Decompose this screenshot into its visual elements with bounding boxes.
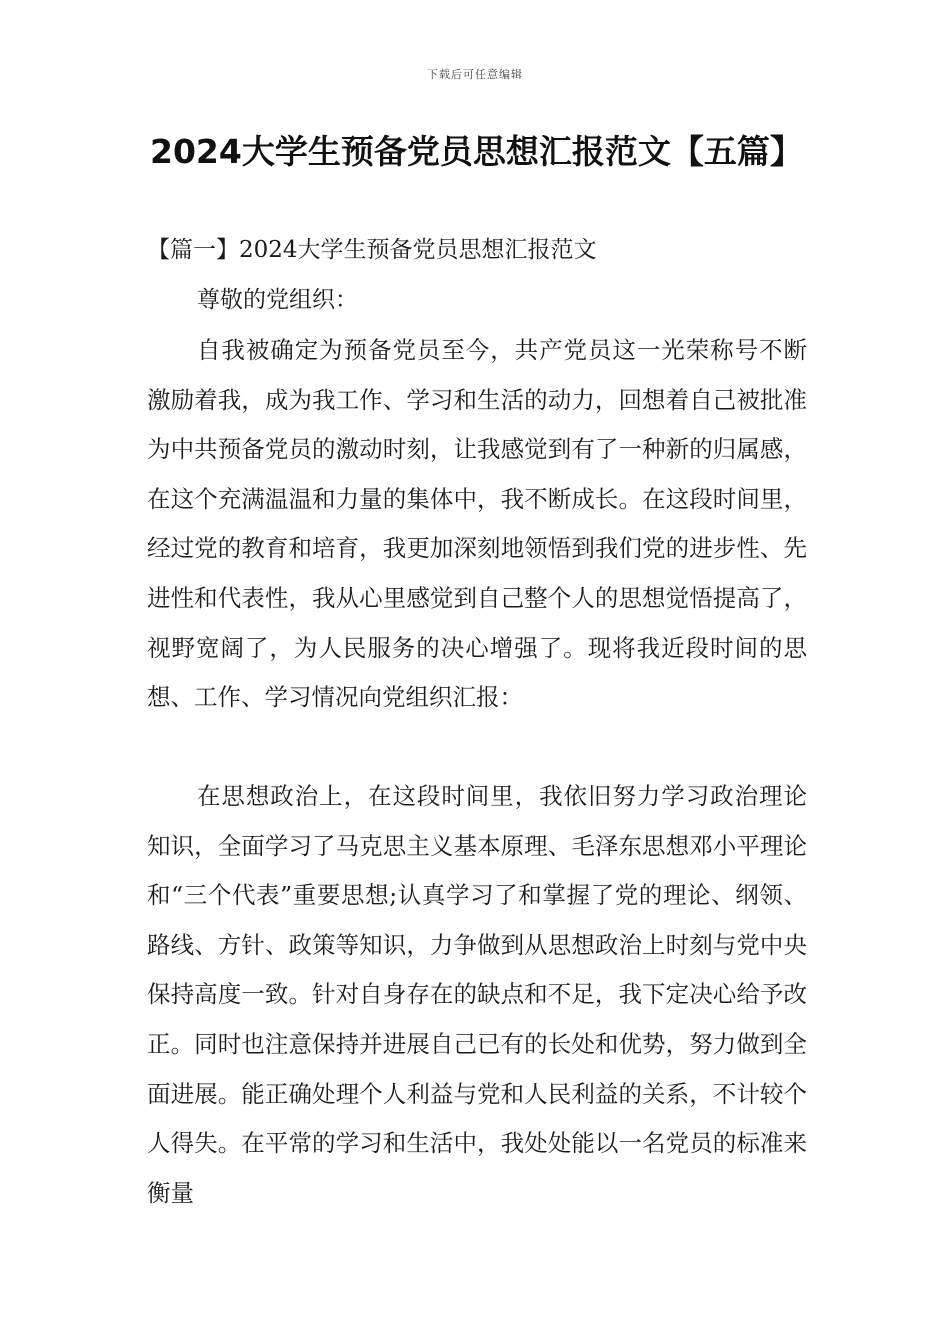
header-note: 下载后可任意编辑 [427,68,523,81]
body-paragraph-2: 在思想政治上，在这段时间里，我依旧努力学习政治理论知识，全面学习了马克思主义基本原理、毛泽东思想邓小平理论和“三个代表”重要思想;认真学习了和掌握了党的理论、纲领、路线、方针、政策等知识，力争做到从思想政治上时刻与党中央保持高度一致。针对自身存在的缺点和不足，我下定决心给予改正。同时也注意保持并进展自己已有的长处和优势，努力做到全面进展。能正确处理个人利益与党和人民利益的关系，不计较个人得失。在平常的学习和生活中，我处处能以一名党员的标准来衡量 [147,782,807,1207]
section-heading: 【篇一】2024大学生预备党员思想汇报范文 [147,237,597,263]
body-paragraph-1: 自我被确定为预备党员至今，共产党员这一光荣称号不断激励着我，成为我工作、学习和生活的动力，回想着自己被批准为中共预备党员的激动时刻，让我感觉到有了一种新的归属感，在这个充满温温和力量的集体中，我不断成长。在这段时间里，经过党的教育和培育，我更加深刻地领悟到我们党的进步性、先进性和代表性，我从心里感觉到自己整个人的思想觉悟提高了，视野宽阔了，为人民服务的决心增强了。现将我近段时间的思想、工作、学习情况向党组织汇报： [147,336,807,712]
document-title: 2024大学生预备党员思想汇报范文【五篇】 [150,132,803,171]
salutation: 尊敬的党组织： [197,287,358,313]
